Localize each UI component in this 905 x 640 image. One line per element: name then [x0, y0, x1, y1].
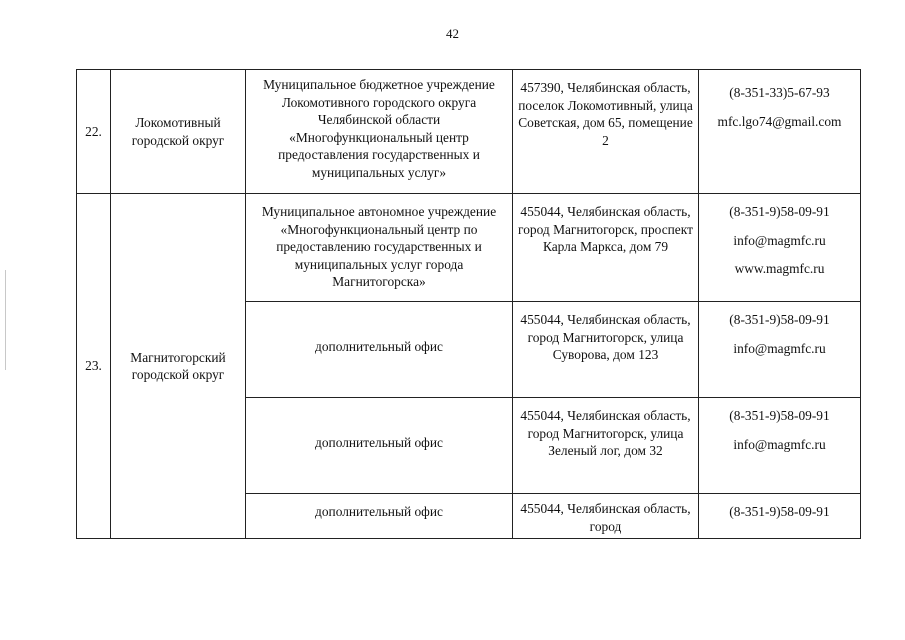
contacts [699, 194, 861, 302]
institution-name: дополнительный офис [246, 494, 513, 539]
phone: (8-351-9)58-09-91 [729, 204, 830, 219]
contacts [699, 398, 861, 494]
email[interactable]: mfc.lgo74@gmail.com [717, 113, 842, 129]
institution-name: Муниципальное автономное учреждение «Многофункциональный центр по предоставлению государственных и муниципальных услуг города Магнитогорска» [246, 194, 513, 302]
email[interactable]: info@magmfc.ru [733, 436, 826, 452]
phone: (8-351-33)5-67-93 [729, 85, 830, 100]
table-row [77, 70, 861, 194]
address: 455044, Челябинская область, город [513, 494, 699, 539]
district-name: Локомотивный городской округ [111, 70, 246, 194]
contacts [699, 70, 861, 194]
address: 455044, Челябинская область, город Магнитогорск, улица Зеленый лог, дом 32 [513, 398, 699, 494]
phone: (8-351-9)58-09-91 [729, 408, 830, 423]
institution-name: дополнительный офис [246, 398, 513, 494]
row-number: 22. [77, 70, 111, 194]
district-name: Магнитогорский городской округ [111, 194, 246, 539]
address: 455044, Челябинская область, город Магнитогорск, улица Суворова, дом 123 [513, 302, 699, 398]
phone: (8-351-9)58-09-91 [729, 312, 830, 327]
contacts [699, 494, 861, 539]
email[interactable]: info@magmfc.ru [733, 340, 826, 356]
row-number: 23. [77, 194, 111, 539]
margin-scan-mark [5, 270, 6, 370]
email[interactable]: info@magmfc.ru [733, 232, 826, 248]
table-row [77, 194, 861, 302]
institution-name: Муниципальное бюджетное учреждение Локомотивного городского округа Челябинской области «Многофункциональный центр предоставления государственных и муниципальных услуг» [246, 70, 513, 194]
institution-name: дополнительный офис [246, 302, 513, 398]
page-number: 42 [446, 26, 459, 41]
address: 455044, Челябинская область, город Магнитогорск, проспект Карла Маркса, дом 79 [513, 194, 699, 302]
website[interactable]: www.magmfc.ru [734, 261, 825, 276]
mfc-table [76, 69, 861, 539]
contacts [699, 302, 861, 398]
phone: (8-351-9)58-09-91 [729, 504, 830, 519]
address: 457390, Челябинская область, поселок Локомотивный, улица Советская, дом 65, помещение 2 [513, 70, 699, 194]
